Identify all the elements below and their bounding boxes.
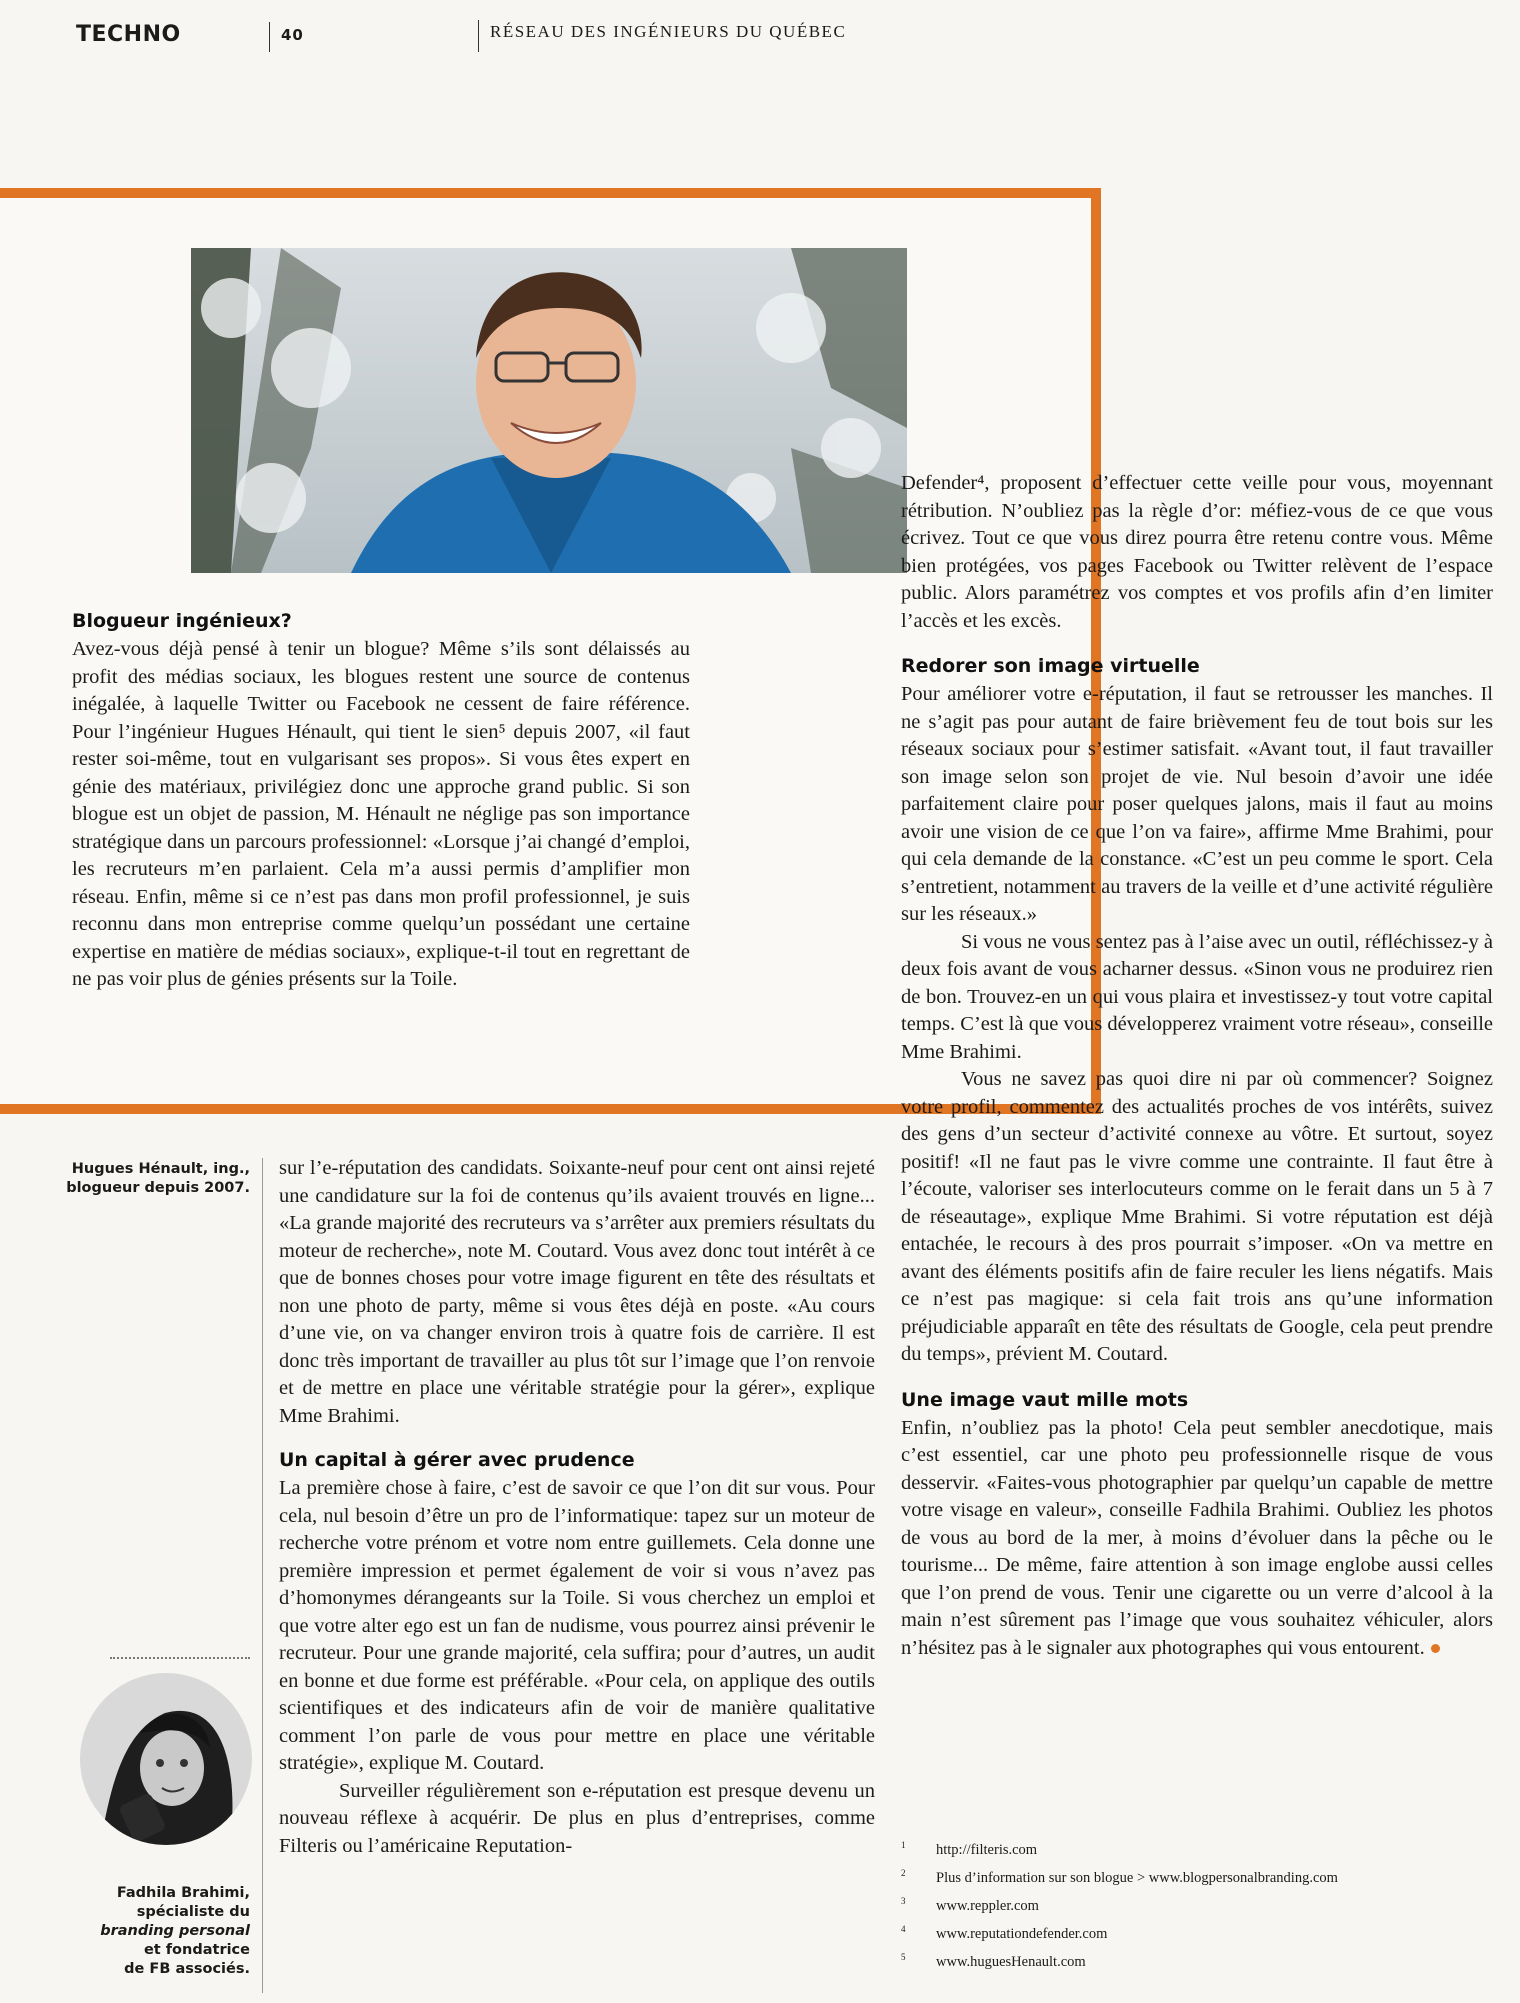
- sidebar-paragraph: Avez-vous déjà pensé à tenir un blogue? Même s’ils sont délaissés au profit des médias sociaux, les blogues restent une source de contenus inégalée, à laquelle Twitter ou Facebook ne cessent de faire référence. Pour l’ingénieur Hugues Hénault, qui tient le sien⁵ depuis 2007, «il faut rester soi-même, tout en vulgarisant ses propos». Si vous êtes expert en génie des matériaux, privilégiez donc une approche grand public. Si son blogue est un objet de passion, M. Hénault ne néglige pas son importance stratégique dans un parcours professionnel: «Lorsque j’ai changé d’emploi, les recruteurs m’en parlaient. Cela m’a aussi permis d’amplifier mon réseau. Enfin, même si ce n’est pas dans mon profil professionnel, je suis reconnu dans mon entreprise comme quelqu’un possédant une certaine expertise en matière de médias sociaux», explique-t-il tout en regrettant de ne pas voir plus de génies présents sur la Toile.: [72, 638, 690, 990]
- caption-divider: [110, 1657, 250, 1659]
- section-heading: Redorer son image virtuelle: [901, 655, 1200, 677]
- caption-role: de FB associés.: [124, 1961, 250, 1977]
- footnote-text: http://filteris.com: [936, 1842, 1038, 1858]
- footnote-text: www.reppler.com: [936, 1898, 1039, 1914]
- footnote-number: 3: [901, 1896, 906, 1906]
- blogger-photo: [191, 248, 907, 573]
- end-mark-icon: [1431, 1644, 1440, 1653]
- footnote-text: Plus d’information sur son blogue > www.blogpersonalbranding.com: [936, 1870, 1338, 1886]
- footnote: [901, 1948, 1493, 1976]
- footnote: [901, 1864, 1493, 1892]
- footnote-number: 2: [901, 1868, 906, 1878]
- footnote-text: www.huguesHenault.com: [936, 1954, 1086, 1970]
- footnote: [901, 1836, 1493, 1864]
- publication-name: RÉSEAU DES INGÉNIEURS DU QUÉBEC: [490, 22, 847, 41]
- paragraph: Surveiller régulièrement son e-réputation est presque devenu un nouveau réflexe à acquérir. De plus en plus d’entreprises, comme Filteris ou l’américaine Reputation-: [279, 1779, 875, 1857]
- section-heading: Une image vaut mille mots: [901, 1388, 1189, 1411]
- paragraph: sur l’e-réputation des candidats. Soixante-neuf pour cent ont ainsi rejeté une candidature sur la foi de contenus qu’ils avaient trouvés en ligne... «La grande majorité des recruteurs va s’arrêter aux premiers résultats du moteur de recherche», note M. Coutard. Vous avez donc tout intérêt à ce que de bonnes choses pour votre image figurent en tête des résultats et non une photo de party, même si vous êtes déjà en poste. «Au cours d’une vie, on va changer environ trois à quatre fois de carrière. Il est donc très important de travailler au plus tôt sur l’image que l’on renvoie et de mettre en place une véritable stratégie pour la gérer», explique Mme Brahimi.: [279, 1157, 875, 1427]
- section-heading: Un capital à gérer avec prudence: [279, 1449, 635, 1471]
- header-divider: [269, 22, 270, 52]
- column-rule: [262, 1158, 263, 1993]
- paragraph: Si vous ne vous sentez pas à l’aise avec un outil, réfléchissez-y à deux fois avant de vous acharner dessus. «Sinon vous ne produirez rien de bon. Trouvez-en un qui vous plaira et investissez-y tout votre capital temps. C’est là que vous développerez vraiment votre réseau», conseille Mme Brahimi.: [901, 930, 1493, 1063]
- footnote-text: www.reputationdefender.com: [936, 1926, 1108, 1942]
- caption-role: spécialiste du: [136, 1904, 250, 1920]
- paragraph: La première chose à faire, c’est de savoir ce que l’on dit sur vous. Pour cela, nul besoin d’être un pro de l’informatique: tapez sur un moteur de recherche votre prénom et votre nom entre guillemets. Cela donne une première impression et permet également de voir si vous n’avez pas d’homonymes dérangeants sur la Toile. Si vous cherchez un emploi et que votre alter ego est un fan de nudisme, vous pourrez ainsi prévenir le recruteur. Pour une grande majorité, cela suffira; pour d’autres, un audit en bonne et due forme est préférable. «Pour cela, on applique des outils scientifiques et des indicateurs afin de voir de manière qualitative comment l’on parle de vous pour mettre en place une véritable stratégie», explique M. Coutard.: [279, 1477, 875, 1774]
- section-label: TECHNO: [76, 22, 181, 47]
- fadhila-portrait: [80, 1673, 252, 1845]
- middle-column: [279, 1155, 875, 1860]
- sidebar-heading: Blogueur ingénieux?: [72, 610, 292, 632]
- paragraph: Defender⁴, proposent d’effectuer cette veille pour vous, moyennant rétribution. N’oubliez pas la règle d’or: méfiez-vous de ce que vous écrivez. Tout ce que vous direz pourra être retenu contre vous. Même bien protégées, vos pages Facebook ou Twitter relèvent de l’espace public. Alors paramétrez vos comptes et vos profils afin d’en limiter l’accès et les excès.: [901, 472, 1493, 632]
- caption-name: Fadhila Brahimi,: [116, 1885, 250, 1901]
- paragraph: Vous ne savez pas quoi dire ni par où commencer? Soignez votre profil, commentez des actualités proches de vos intérêts, suivez des gens d’un secteur d’activité connexe au vôtre. Et surtout, soyez positif! «Il ne faut pas le vivre comme une contrainte. Il faut être à l’écoute, valoriser ses interlocuteurs comme on le ferait dans un 5 à 7 de réseautage», explique Mme Brahimi. Si votre réputation est déjà entachée, le recours à des pros pourrait s’imposer. «On va mettre en avant des éléments positifs afin de faire reculer les liens négatifs. Mais ce n’est pas magique: si cela fait trois ans qu’une information préjudiciable apparaît en tête des résultats de Google, cela peut prendre du temps», prévient M. Coutard.: [901, 1068, 1493, 1365]
- paragraph: Pour améliorer votre e-réputation, il faut se retrousser les manches. Il ne s’agit pas pour autant de faire brièvement feu de tout bois sur les réseaux sociaux pour s’estimer satisfait. «Avant tout, il faut travailler son image selon son projet de vie. Nul besoin d’avoir une idée parfaitement claire pour poser quelques jalons, mais il faut au moins avoir une vision de ce que l’on va faire», affirme Mme Brahimi, pour qui cela demande de la constance. «C’est un peu comme le sport. Cela s’entretient, notamment au travers de la veille et d’une activité régulière sur les réseaux.»: [901, 683, 1493, 925]
- page-number: 40: [281, 26, 304, 44]
- paragraph: [901, 1415, 1493, 1663]
- right-column: [901, 470, 1493, 1662]
- sidebar-article: [72, 608, 690, 994]
- photo-caption-hugues: Hugues Hénault, ing., blogueur depuis 2007.: [66, 1161, 250, 1196]
- footnote: [901, 1892, 1493, 1920]
- header-divider: [478, 20, 479, 52]
- footnote-number: 1: [901, 1840, 906, 1850]
- footnote-number: 4: [901, 1924, 906, 1934]
- photo-caption-fadhila: [40, 1884, 250, 1979]
- caption-role: et fondatrice: [143, 1942, 250, 1958]
- caption-role: branding personal: [100, 1923, 250, 1939]
- footnotes: [901, 1836, 1493, 1976]
- footnote: [901, 1920, 1493, 1948]
- paragraph-text: Enfin, n’oubliez pas la photo! Cela peut sembler anecdotique, mais c’est essentiel, car une photo peu professionnelle risque de vous desservir. «Faites-vous photographier par quelqu’un capable de mettre votre visage en valeur», conseille Fadhila Brahimi. Oubliez les photos de vous au bord de la mer, à moins d’évoluer dans la pêche ou le tourisme... De même, faire attention à son image englobe aussi celles que l’on prend de vous. Tenir une cigarette ou un verre d’alcool à la main n’est sûrement pas l’image que vous souhaitez véhiculer, alors n’hésitez pas à le signaler aux photographes qui vous entourent.: [901, 1416, 1493, 1659]
- footnote-number: 5: [901, 1952, 906, 1962]
